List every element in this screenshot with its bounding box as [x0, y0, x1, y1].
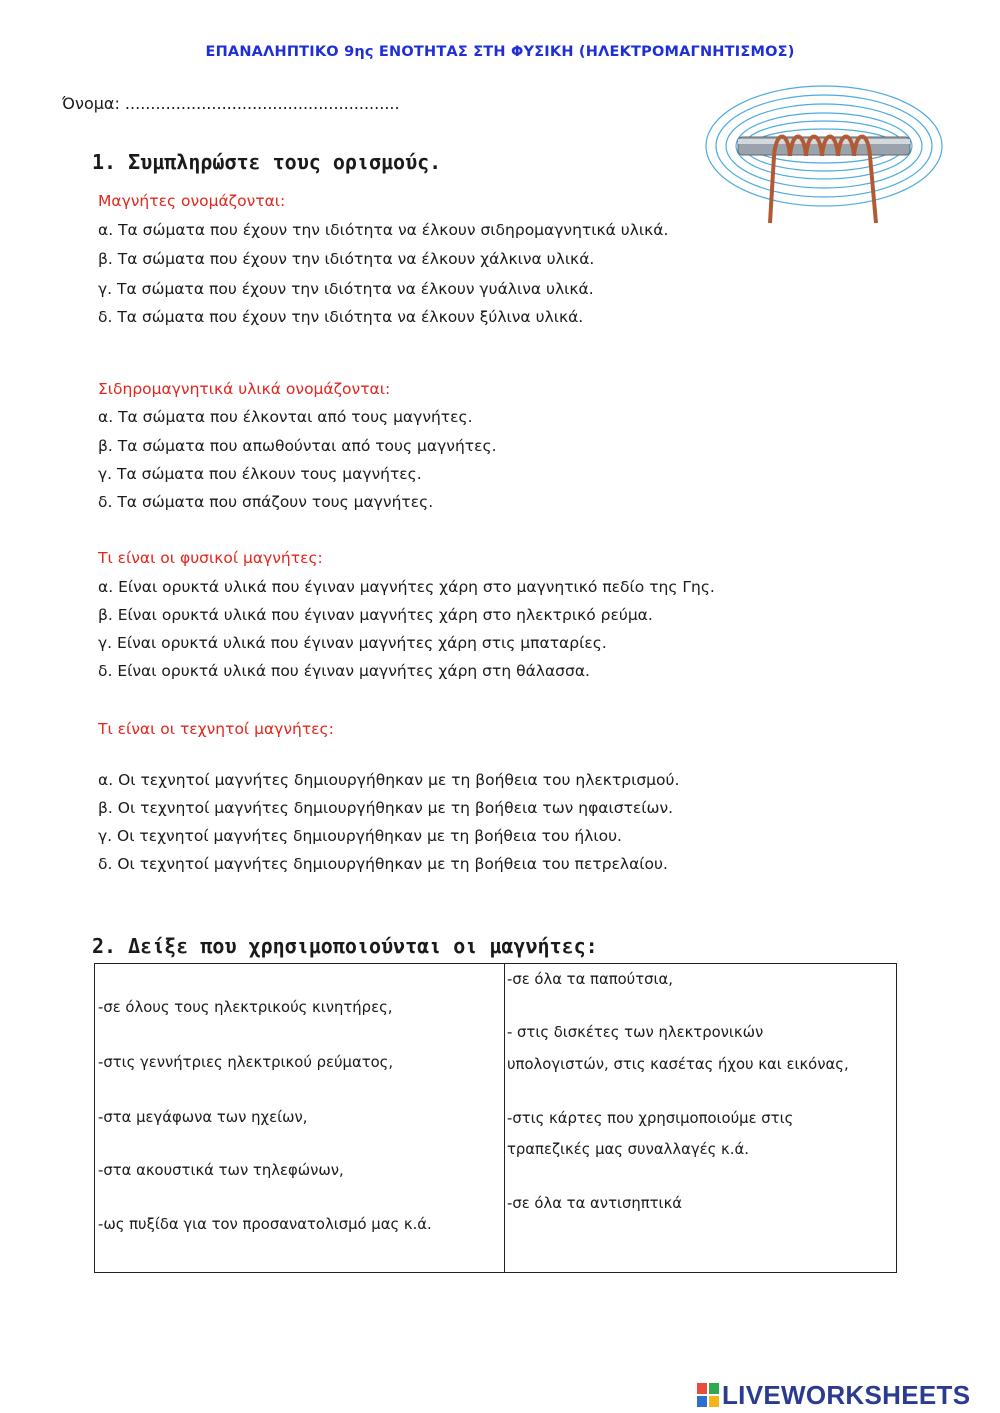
question-1-option-b: β. Τα σώματα που έχουν την ιδιότητα να έλκουν χάλκινα υλικά. [98, 250, 595, 268]
worksheet-title: ΕΠΑΝΑΛΗΠΤΙΚΟ 9ης ΕΝΟΤΗΤΑΣ ΣΤΗ ΦΥΣΙΚΗ (ΗΛΕΚΤΡΟΜΑΓΝΗΤΙΣΜΟΣ) [205, 44, 795, 60]
name-field-label: Όνομα: ...................................................... [62, 94, 400, 113]
right-use-item: υπολογιστών, στις κασέτας ήχου και εικόνας, [507, 1056, 849, 1073]
question-1-option-c: γ. Τα σώματα που έχουν την ιδιότητα να έλκουν γυάλινα υλικά. [98, 280, 594, 298]
right-use-item: -σε όλα τα αντισηπτικά [507, 1195, 683, 1212]
question-1-prompt: Μαγνήτες ονομάζονται: [98, 192, 286, 210]
right-use-item: -στις κάρτες που χρησιμοποιούμε στις [507, 1110, 794, 1127]
left-use-item: -στις γεννήτριες ηλεκτρικού ρεύματος, [98, 1054, 394, 1071]
question-4-option-c: γ. Οι τεχνητοί μαγνήτες δημιουργήθηκαν με τη βοήθεια του ήλιου. [98, 827, 622, 845]
question-4-prompt: Τι είναι οι τεχνητοί μαγνήτες: [98, 720, 334, 738]
left-use-item: -στα μεγάφωνα των ηχείων, [98, 1109, 308, 1126]
right-use-item: τραπεζικές μας συναλλαγές κ.ά. [507, 1141, 749, 1158]
question-1-option-d: δ. Τα σώματα που έχουν την ιδιότητα να έλκουν ξύλινα υλικά. [98, 308, 584, 326]
liveworksheets-wordmark: LIVEWORKSHEETS [722, 1379, 971, 1410]
question-3-option-d: δ. Είναι ορυκτά υλικά που έγιναν μαγνήτες χάρη στη θάλασσα. [98, 662, 590, 680]
section-2-heading: 2. Δείξε που χρησιμοποιούνται οι μαγνήτες: [92, 934, 598, 958]
left-use-item: -στα ακουστικά των τηλεφώνων, [98, 1162, 344, 1179]
right-use-item: -σε όλα τα παπούτσια, [507, 971, 673, 988]
liveworksheets-brand [697, 1379, 970, 1411]
left-use-item: -σε όλους τους ηλεκτρικούς κινητήρες, [98, 999, 393, 1016]
solenoid-coil-illustration [700, 78, 948, 228]
liveworksheets-logo-icon [697, 1383, 719, 1407]
section-1-heading: 1. Συμπληρώστε τους ορισμούς. [92, 150, 442, 174]
left-use-item: -ως πυξίδα για τον προσανατολισμό μας κ.ά. [98, 1216, 432, 1233]
question-2-prompt: Σιδηρομαγνητικά υλικά ονομάζονται: [98, 380, 391, 398]
question-2-option-b: β. Τα σώματα που απωθούνται από τους μαγνήτες. [98, 437, 497, 455]
magnet-uses-table [94, 963, 897, 1273]
question-3-option-b: β. Είναι ορυκτά υλικά που έγιναν μαγνήτες χάρη στο ηλεκτρικό ρεύμα. [98, 606, 653, 624]
question-4-option-d: δ. Οι τεχνητοί μαγνήτες δημιουργήθηκαν με τη βοήθεια του πετρελαίου. [98, 855, 668, 873]
question-2-option-a: α. Τα σώματα που έλκονται από τους μαγνήτες. [98, 408, 473, 426]
question-4-option-a: α. Οι τεχνητοί μαγνήτες δημιουργήθηκαν με τη βοήθεια του ηλεκτρισμού. [98, 771, 680, 789]
question-3-prompt: Τι είναι οι φυσικοί μαγνήτες: [98, 549, 323, 567]
right-use-item: - στις δισκέτες των ηλεκτρονικών [507, 1024, 764, 1041]
question-4-option-b: β. Οι τεχνητοί μαγνήτες δημιουργήθηκαν με τη βοήθεια των ηφαιστείων. [98, 799, 674, 817]
question-3-option-c: γ. Είναι ορυκτά υλικά που έγιναν μαγνήτες χάρη στις μπαταρίες. [98, 634, 607, 652]
question-2-option-c: γ. Τα σώματα που έλκουν τους μαγνήτες. [98, 465, 422, 483]
table-column-divider [504, 964, 505, 1272]
question-2-option-d: δ. Τα σώματα που σπάζουν τους μαγνήτες. [98, 493, 434, 511]
question-3-option-a: α. Είναι ορυκτά υλικά που έγιναν μαγνήτες χάρη στο μαγνητικό πεδίο της Γης. [98, 578, 715, 596]
question-1-option-a: α. Τα σώματα που έχουν την ιδιότητα να έλκουν σιδηρομαγνητικά υλικά. [98, 221, 669, 239]
